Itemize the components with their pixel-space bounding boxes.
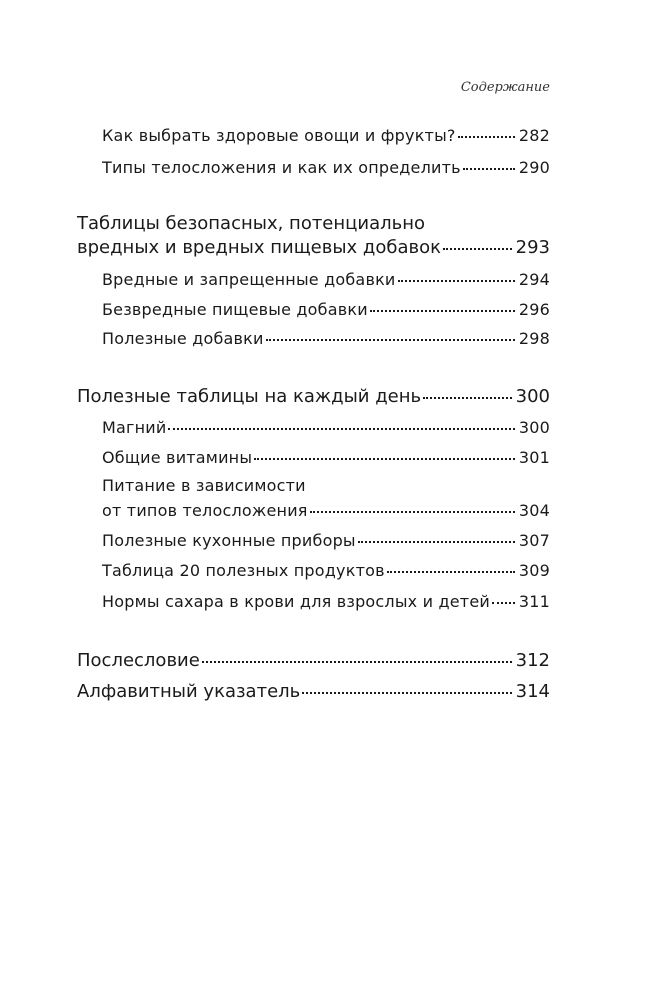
toc-entry-index[interactable] (77, 683, 550, 701)
toc-entry-additives-tables[interactable] (77, 239, 550, 257)
toc-page-number: 290 (518, 158, 550, 177)
dot-leader (358, 541, 515, 543)
dot-leader (398, 280, 515, 282)
toc-page-number: 311 (518, 592, 550, 611)
toc-entry-title: Послесловие (77, 650, 200, 671)
toc-page-number: 294 (518, 270, 550, 289)
toc-entry-vegetables-fruits[interactable] (102, 128, 550, 144)
toc-entry-title: Как выбрать здоровые овощи и фрукты? (102, 126, 456, 145)
toc-page-number: 293 (515, 237, 550, 258)
toc-entry-magnesium[interactable] (102, 420, 550, 436)
dot-leader (423, 397, 512, 399)
toc-page-number: 300 (515, 386, 550, 407)
dot-leader (168, 428, 514, 430)
toc-entry-blood-sugar[interactable] (102, 594, 550, 610)
toc-entry-title: Таблица 20 полезных продуктов (102, 561, 385, 580)
toc-entry-afterword[interactable] (77, 652, 550, 670)
dot-leader (202, 661, 512, 663)
toc-entry-title: Магний (102, 418, 167, 437)
dot-leader (443, 248, 512, 250)
toc-entry-kitchen-appliances[interactable] (102, 533, 550, 549)
running-head: Содержание (460, 80, 550, 95)
toc-entry-title: Полезные добавки (102, 329, 264, 348)
toc-entry-title: Общие витамины (102, 448, 253, 467)
toc-entry-title: от типов телосложения (102, 501, 308, 520)
toc-page-number: 282 (518, 126, 550, 145)
dot-leader (463, 168, 515, 170)
toc-entry-title: вредных и вредных пищевых добавок (77, 237, 442, 258)
dot-leader (310, 511, 515, 513)
dot-leader (387, 571, 515, 573)
dot-leader (492, 602, 515, 604)
toc-page-number: 300 (518, 418, 550, 437)
toc-entry-title: Безвредные пищевые добавки (102, 300, 368, 319)
toc-entry-additives-tables-line1: Таблицы безопасных, потенциально (77, 213, 426, 234)
toc-page-number: 307 (518, 531, 550, 550)
dot-leader (254, 458, 515, 460)
toc-entry-harmful-additives[interactable] (102, 272, 550, 288)
toc-entry-title: Нормы сахара в крови для взрослых и детей (102, 592, 490, 611)
toc-entry-vitamins[interactable] (102, 450, 550, 466)
dot-leader (302, 692, 511, 694)
toc-entry-title: Вредные и запрещенные добавки (102, 270, 396, 289)
toc-page-number: 309 (518, 561, 550, 580)
toc-entry-nutrition-line1: Питание в зависимости (102, 476, 306, 495)
dot-leader (458, 136, 515, 138)
toc-page-number: 312 (515, 650, 550, 671)
dot-leader (370, 310, 515, 312)
toc-entry-20-products[interactable] (102, 563, 550, 579)
toc-page-number: 298 (518, 329, 550, 348)
toc-page-number: 304 (518, 501, 550, 520)
toc-entry-body-types[interactable] (102, 160, 550, 176)
toc-entry-harmless-additives[interactable] (102, 302, 550, 318)
dot-leader (266, 339, 515, 341)
toc-entry-title: Алфавитный указатель (77, 681, 301, 702)
toc-entry-title: Типы телосложения и как их определить (102, 158, 461, 177)
toc-entry-daily-tables[interactable] (77, 388, 550, 406)
toc-entry-nutrition-body-types[interactable] (102, 503, 550, 519)
toc-page-number: 301 (518, 448, 550, 467)
toc-page-number: 314 (515, 681, 550, 702)
toc-page-number: 296 (518, 300, 550, 319)
toc-entry-title: Полезные кухонные приборы (102, 531, 356, 550)
toc-entry-title: Полезные таблицы на каждый день (77, 386, 422, 407)
toc-entry-useful-additives[interactable] (102, 331, 550, 347)
